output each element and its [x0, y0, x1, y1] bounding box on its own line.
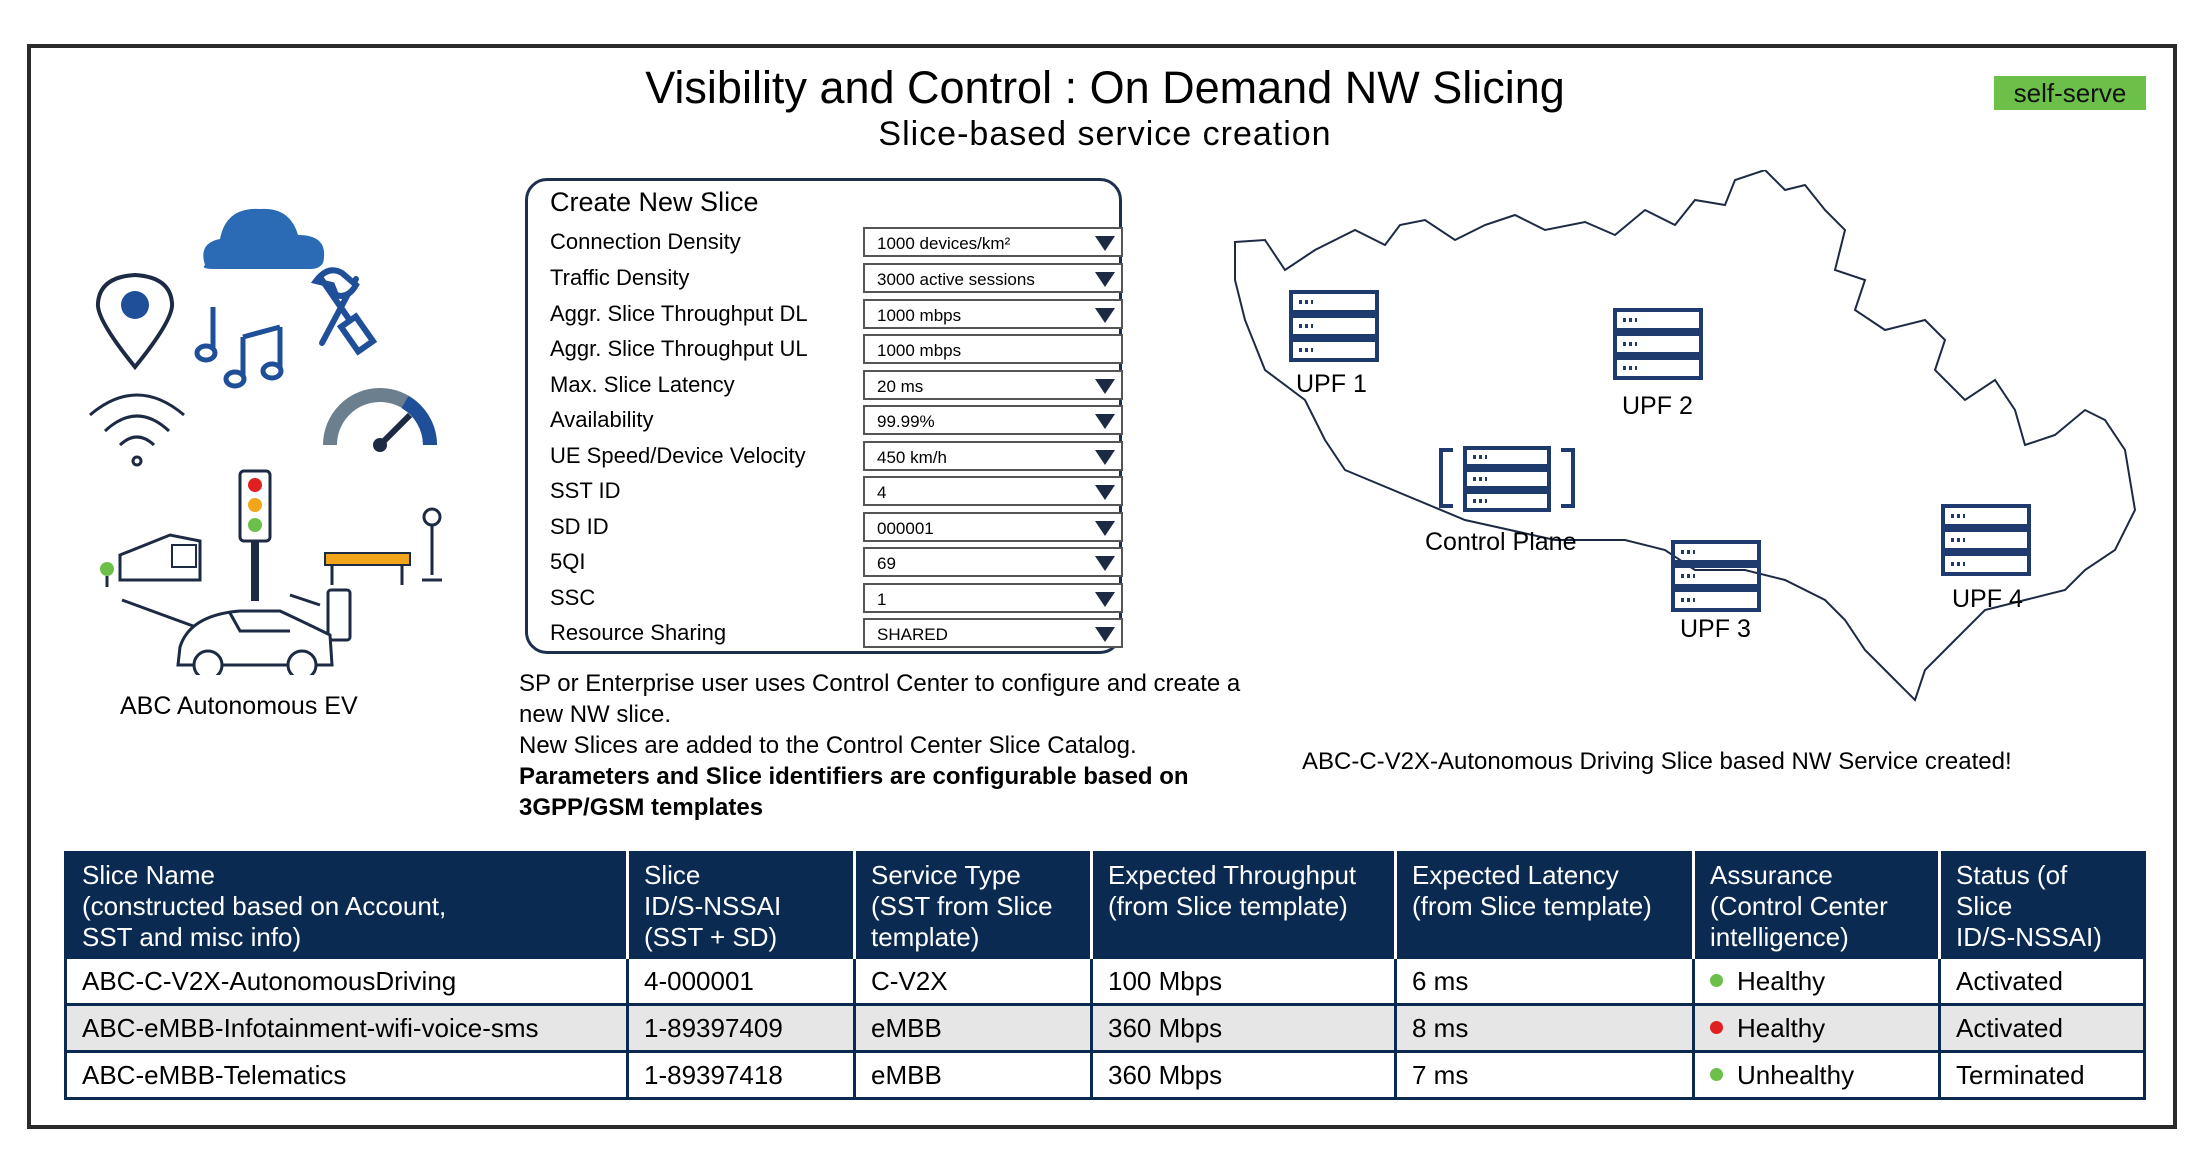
field-label: Connection Density — [550, 229, 741, 254]
tree-icon — [100, 562, 114, 587]
description-line-bold: Parameters and Slice identifiers are configurable based on 3GPP/GSM templates — [519, 763, 1189, 821]
upf4-server-icon — [1943, 506, 2029, 574]
throughput-dl-select[interactable] — [863, 299, 1123, 329]
chevron-down-icon[interactable] — [1095, 236, 1115, 251]
header-assurance: Assurance (Control Center intelligence) — [1694, 853, 1940, 960]
status-dot-icon — [1710, 1068, 1723, 1081]
field-value: 3000 active sessions — [877, 270, 1035, 289]
cell-latency: 6 ms — [1396, 959, 1694, 1005]
cloud-icon — [203, 209, 324, 269]
field-value: 20 ms — [877, 377, 924, 396]
chevron-down-icon[interactable] — [1095, 556, 1115, 571]
upf2-label: UPF 2 — [1622, 392, 1693, 420]
table-row[interactable] — [66, 1052, 2145, 1099]
field-sd-id — [550, 512, 1110, 546]
resource-sharing-select[interactable] — [863, 618, 1123, 648]
description-text — [519, 668, 1289, 823]
chevron-down-icon[interactable] — [1095, 521, 1115, 536]
field-value: SHARED — [877, 625, 948, 644]
field-value: 69 — [877, 554, 896, 573]
chevron-down-icon[interactable] — [1095, 379, 1115, 394]
cell-status: Terminated — [1940, 1052, 2145, 1099]
field-label: Availability — [550, 407, 654, 432]
chevron-down-icon[interactable] — [1095, 308, 1115, 323]
chevron-down-icon[interactable] — [1095, 272, 1115, 287]
page-title: Visibility and Control : On Demand NW Slicing — [645, 62, 1565, 113]
field-value: 1 — [877, 590, 887, 609]
upf4-label: UPF 4 — [1952, 585, 2023, 613]
field-value: 1000 devices/km² — [877, 234, 1011, 253]
status-dot-icon — [1710, 1021, 1723, 1034]
cell-slice-id: 1-89397418 — [628, 1052, 855, 1099]
ev-label: ABC Autonomous EV — [120, 692, 358, 720]
header-status: Status (of Slice ID/S-NSSAI) — [1940, 853, 2145, 960]
page-subtitle: Slice-based service creation — [878, 115, 1332, 153]
cell-latency: 7 ms — [1396, 1052, 1694, 1099]
bench-icon — [325, 553, 410, 585]
header-slice-id: Slice ID/S-NSSAI (SST + SD) — [628, 853, 855, 960]
cell-service-type: eMBB — [855, 1005, 1092, 1052]
field-resource-sharing — [550, 618, 1110, 652]
field-5qi — [550, 547, 1110, 581]
cell-assurance: Unhealthy — [1694, 1052, 1940, 1099]
table-row[interactable] — [66, 959, 2145, 1005]
field-connection-density — [550, 227, 1110, 261]
field-value: 000001 — [877, 519, 934, 538]
upf1-server-icon — [1291, 292, 1377, 360]
cell-service-type: C-V2X — [855, 959, 1092, 1005]
field-label: SSC — [550, 585, 596, 610]
field-availability — [550, 405, 1110, 439]
header-service-type: Service Type (SST from Slice template) — [855, 853, 1092, 960]
field-value: 99.99% — [877, 412, 935, 431]
field-traffic-density — [550, 263, 1110, 297]
field-ue-speed — [550, 441, 1110, 475]
cell-slice-id: 4-000001 — [628, 959, 855, 1005]
slice-catalog-table — [64, 851, 2146, 1100]
self-serve-badge: self-serve — [1994, 76, 2146, 110]
chevron-down-icon[interactable] — [1095, 627, 1115, 642]
ssc-select[interactable] — [863, 583, 1123, 613]
connection-density-select[interactable] — [863, 227, 1123, 257]
chevron-down-icon[interactable] — [1095, 592, 1115, 607]
car-icon — [122, 590, 350, 675]
charging-station-icon — [120, 535, 200, 580]
map-caption: ABC-C-V2X-Autonomous Driving Slice based NW Service created! — [1302, 748, 2012, 775]
status-dot-icon — [1710, 974, 1723, 987]
field-label: SST ID — [550, 478, 621, 503]
field-label: Max. Slice Latency — [550, 372, 735, 397]
chevron-down-icon[interactable] — [1095, 450, 1115, 465]
cell-slice-name: ABC-eMBB-Telematics — [66, 1052, 628, 1099]
chevron-down-icon[interactable] — [1095, 414, 1115, 429]
location-pin-icon — [98, 275, 172, 367]
header-throughput: Expected Throughput (from Slice template) — [1092, 853, 1396, 960]
throughput-ul-input[interactable] — [863, 334, 1123, 364]
gauge-icon — [330, 395, 430, 452]
music-note-icon — [197, 307, 281, 386]
field-value: 4 — [877, 483, 887, 502]
max-latency-select[interactable] — [863, 370, 1123, 400]
cell-status: Activated — [1940, 959, 2145, 1005]
traffic-light-icon — [240, 471, 270, 601]
canada-map — [1225, 170, 2180, 750]
ue-speed-select[interactable] — [863, 441, 1123, 471]
cell-throughput: 360 Mbps — [1092, 1005, 1396, 1052]
upf3-server-icon — [1673, 542, 1759, 610]
upf3-label: UPF 3 — [1680, 615, 1751, 643]
field-ssc — [550, 583, 1110, 617]
field-label: Aggr. Slice Throughput UL — [550, 336, 808, 361]
5qi-select[interactable] — [863, 547, 1123, 577]
field-label: 5QI — [550, 549, 586, 574]
create-slice-panel — [525, 178, 1122, 654]
chevron-down-icon[interactable] — [1095, 485, 1115, 500]
field-label: Resource Sharing — [550, 620, 727, 645]
table-row[interactable] — [66, 1005, 2145, 1052]
field-throughput-ul — [550, 334, 1110, 368]
upf2-server-icon — [1615, 310, 1701, 378]
availability-select[interactable] — [863, 405, 1123, 435]
wifi-icon — [90, 395, 184, 465]
description-line: SP or Enterprise user uses Control Center to configure and create a new NW slice. — [519, 670, 1241, 728]
cell-assurance: Healthy — [1694, 959, 1940, 1005]
ev-illustration — [80, 195, 470, 675]
field-value: 1000 mbps — [877, 306, 962, 325]
sst-id-select[interactable] — [863, 476, 1123, 506]
table-header-row — [66, 853, 2145, 960]
street-lamp-icon — [422, 509, 442, 580]
cell-slice-name: ABC-C-V2X-AutonomousDriving — [66, 959, 628, 1005]
field-value: 1000 mbps — [877, 341, 962, 360]
panel-title: Create New Slice — [550, 187, 759, 217]
header-slice-name: Slice Name (constructed based on Account, SST and misc info) — [66, 853, 628, 960]
field-label: Traffic Density — [550, 265, 690, 290]
cell-latency: 8 ms — [1396, 1005, 1694, 1052]
cell-slice-id: 1-89397409 — [628, 1005, 855, 1052]
cell-service-type: eMBB — [855, 1052, 1092, 1099]
field-label: SD ID — [550, 514, 609, 539]
traffic-density-select[interactable] — [863, 263, 1123, 293]
sd-id-select[interactable] — [863, 512, 1123, 542]
cell-throughput: 100 Mbps — [1092, 959, 1396, 1005]
cell-assurance: Healthy — [1694, 1005, 1940, 1052]
field-max-latency — [550, 370, 1110, 404]
tools-icon — [316, 270, 373, 351]
cell-throughput: 360 Mbps — [1092, 1052, 1396, 1099]
field-value: 450 km/h — [877, 448, 947, 467]
field-sst-id — [550, 476, 1110, 510]
cell-slice-name: ABC-eMBB-Infotainment-wifi-voice-sms — [66, 1005, 628, 1052]
description-line: New Slices are added to the Control Center Slice Catalog. — [519, 732, 1137, 759]
control-plane-label: Control Plane — [1425, 528, 1577, 556]
upf1-label: UPF 1 — [1296, 370, 1367, 398]
field-throughput-dl — [550, 299, 1110, 333]
control-plane-icon — [1441, 448, 1573, 510]
field-label: Aggr. Slice Throughput DL — [550, 301, 808, 326]
header-latency: Expected Latency (from Slice template) — [1396, 853, 1694, 960]
field-label: UE Speed/Device Velocity — [550, 443, 806, 468]
cell-status: Activated — [1940, 1005, 2145, 1052]
